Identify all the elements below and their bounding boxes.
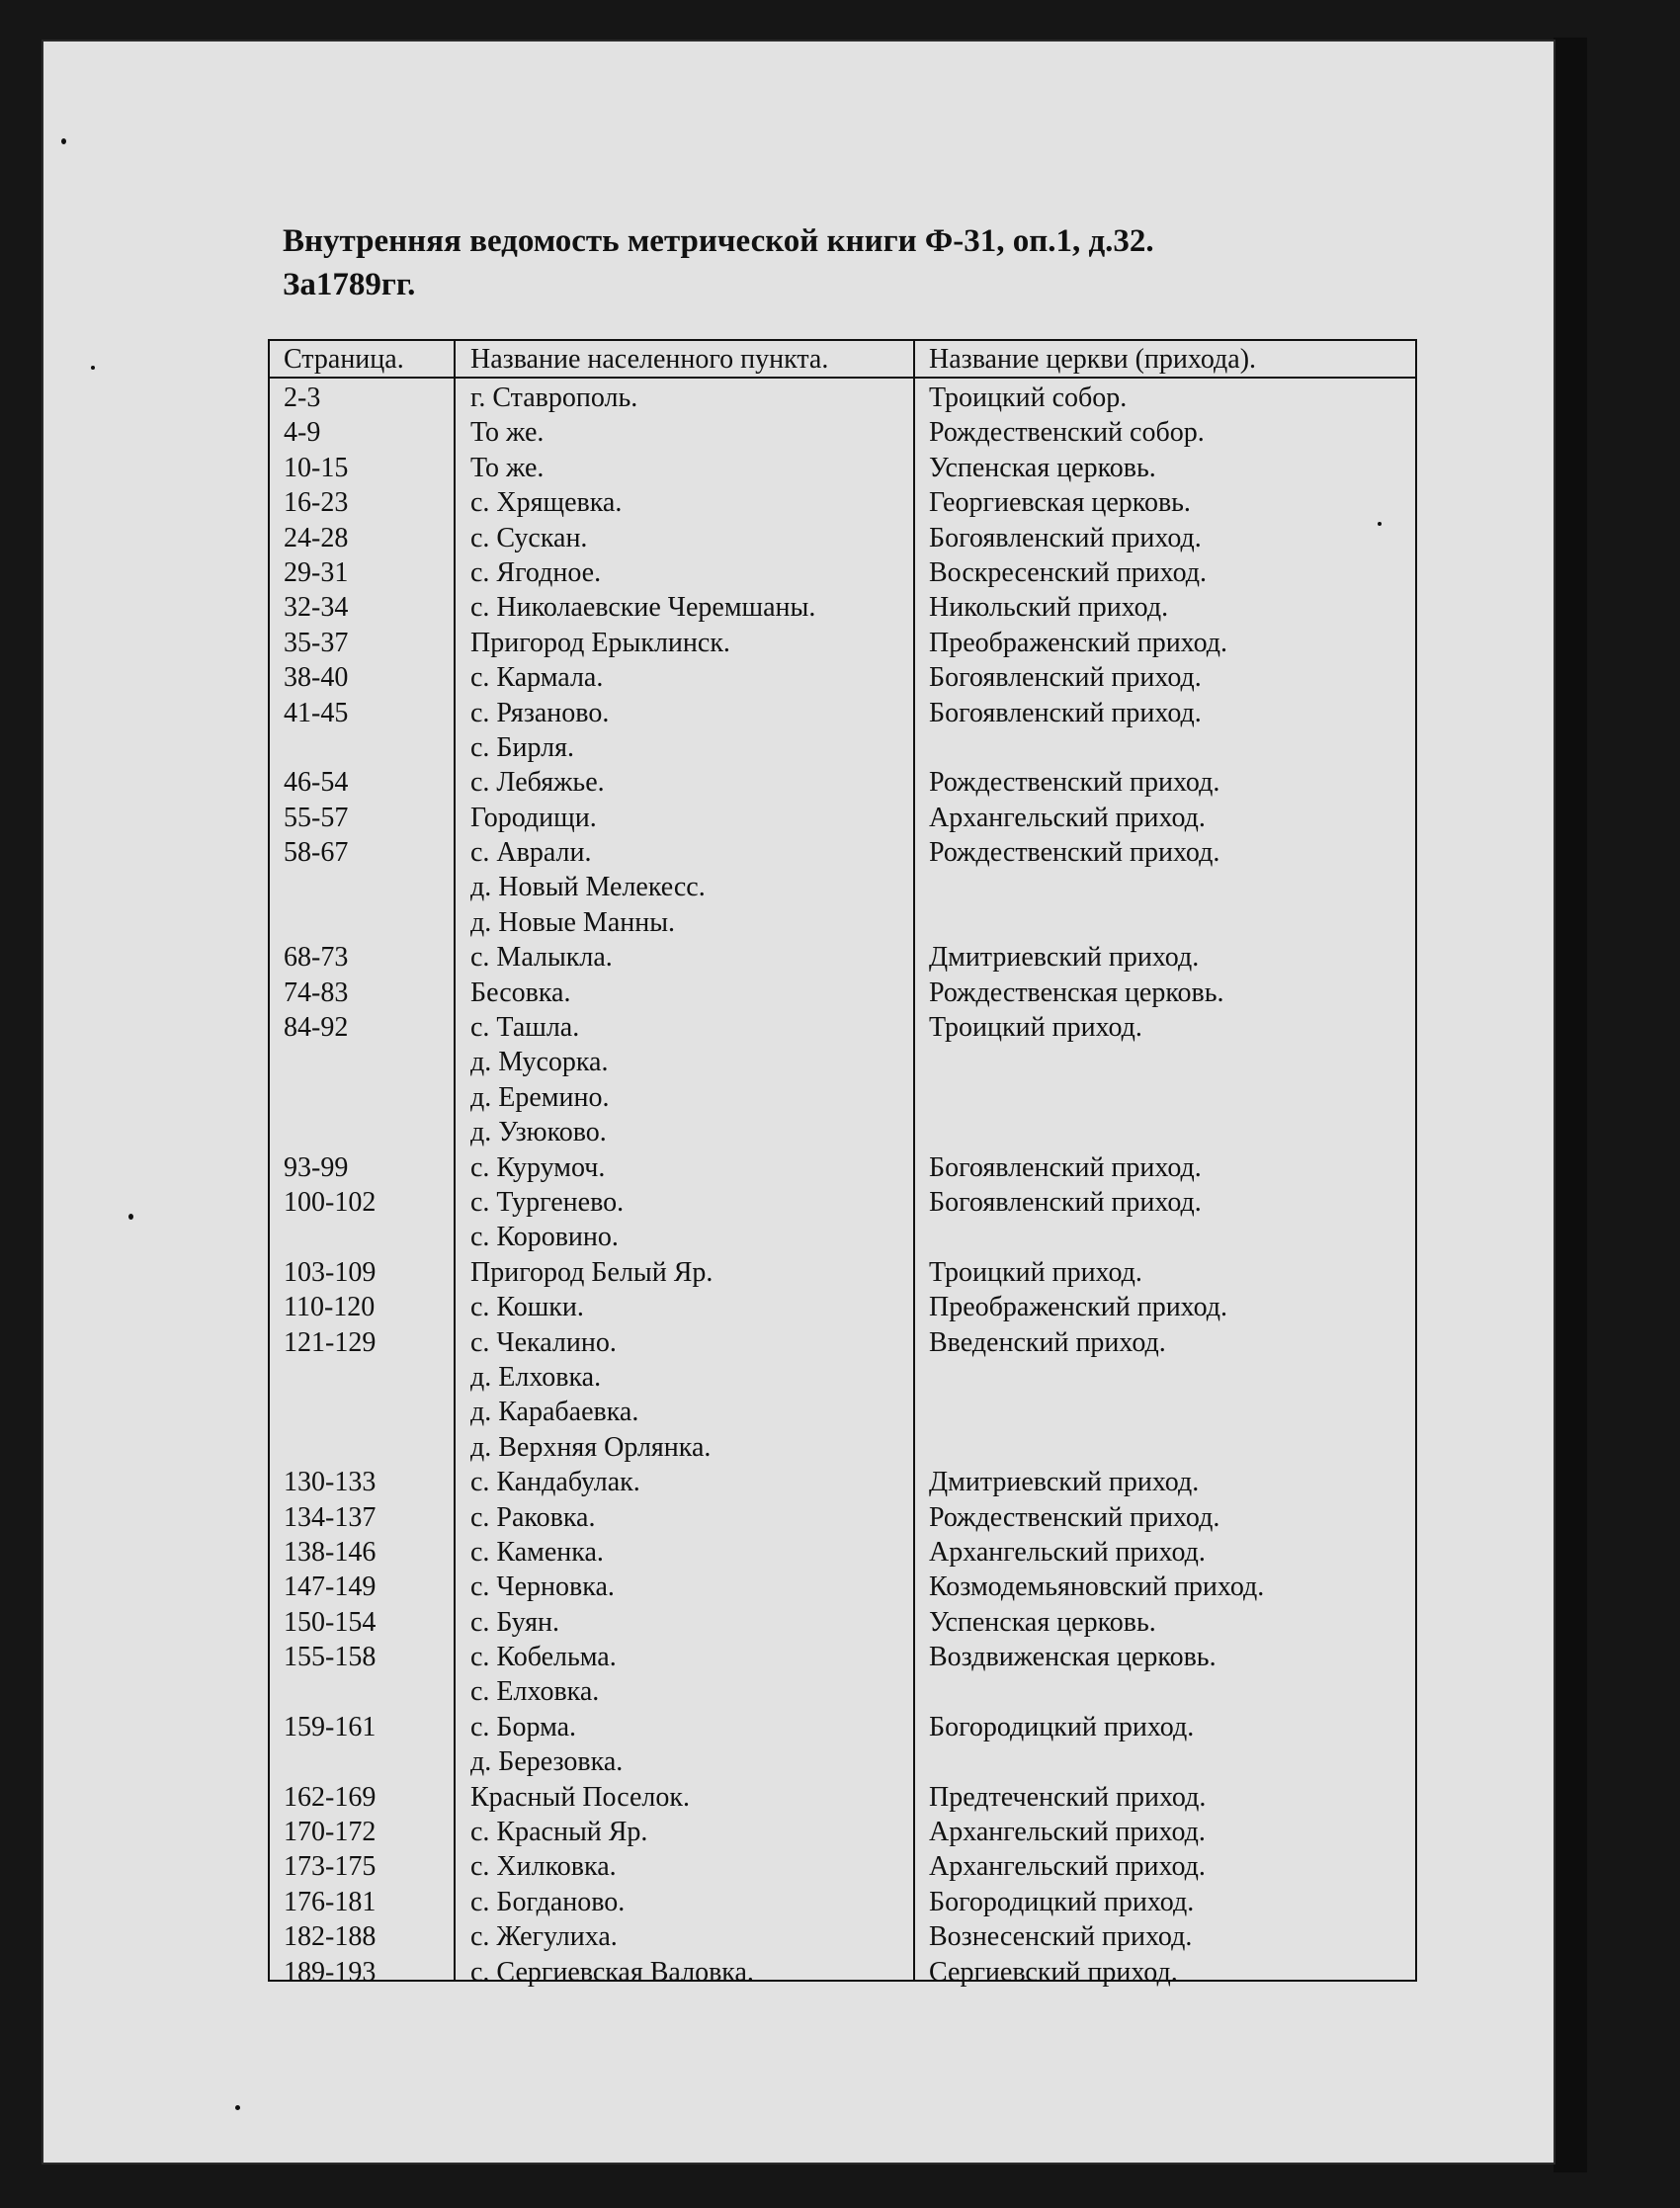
settlement-cell: с. Кандабулак. <box>470 1467 640 1498</box>
settlement-cell: с. Раковка. <box>470 1501 596 1533</box>
table-row <box>270 870 1415 904</box>
page-range-cell: 176-181 <box>284 1886 377 1917</box>
settlement-cell: с. Лебяжье. <box>470 767 605 799</box>
settlement-cell: с. Рязаново. <box>470 697 610 728</box>
church-cell: Дмитриевский приход. <box>929 942 1200 974</box>
page-range-cell: 103-109 <box>284 1256 377 1288</box>
page-range-cell: 46-54 <box>284 767 349 799</box>
church-cell: Введенский приход. <box>929 1326 1166 1358</box>
church-cell: Дмитриевский приход. <box>929 1467 1200 1498</box>
table-row <box>270 381 1415 415</box>
header-page: Страница. <box>284 344 404 375</box>
table-row <box>270 905 1415 940</box>
page-range-cell: 16-23 <box>284 487 349 519</box>
church-cell: Богородицкий приход. <box>929 1711 1195 1742</box>
header-settlement: Название населенного пункта. <box>470 344 829 375</box>
table-row <box>270 801 1415 835</box>
settlement-cell: Пригород Белый Яр. <box>470 1256 714 1288</box>
page-range-cell: 24-28 <box>284 522 349 553</box>
settlement-cell: Бесовка. <box>470 977 571 1008</box>
page-range-cell: 138-146 <box>284 1536 377 1568</box>
page-range-cell: 162-169 <box>284 1781 377 1813</box>
table-row <box>270 1570 1415 1604</box>
table-row <box>270 415 1415 450</box>
church-cell: Богоявленский приход. <box>929 662 1202 694</box>
settlement-cell: д. Узюково. <box>470 1117 607 1148</box>
table-row <box>270 1080 1415 1115</box>
settlement-cell: д. Мусорка. <box>470 1047 609 1078</box>
page-range-cell: 55-57 <box>284 802 349 833</box>
settlement-cell: д. Карабаевка. <box>470 1397 639 1428</box>
church-cell: Богоявленский приход. <box>929 697 1202 728</box>
page-range-cell: 10-15 <box>284 452 349 483</box>
church-cell: Успенская церковь. <box>929 452 1156 483</box>
church-cell: Архангельский приход. <box>929 802 1206 833</box>
table-row <box>270 1045 1415 1079</box>
page-range-cell: 182-188 <box>284 1921 377 1953</box>
page-range-cell: 38-40 <box>284 662 349 694</box>
header-divider <box>270 377 1415 379</box>
table-row <box>270 1955 1415 1990</box>
speck <box>128 1214 133 1220</box>
settlement-cell: д. Березовка. <box>470 1746 624 1778</box>
settlement-cell: с. Коровино. <box>470 1222 619 1253</box>
table-row <box>270 1815 1415 1849</box>
page-range-cell: 74-83 <box>284 977 349 1008</box>
church-cell: Воздвиженская церковь. <box>929 1642 1217 1673</box>
page-range-cell: 159-161 <box>284 1711 377 1742</box>
page-range-cell: 173-175 <box>284 1851 377 1883</box>
settlement-cell: с. Ташла. <box>470 1012 580 1044</box>
settlement-cell: с. Малыкла. <box>470 942 613 974</box>
table-row <box>270 1710 1415 1744</box>
church-cell: Предтеченский приход. <box>929 1781 1207 1813</box>
table-row <box>270 521 1415 555</box>
settlement-cell: с. Курумоч. <box>470 1151 606 1183</box>
table-row <box>270 1849 1415 1884</box>
speck <box>61 138 66 144</box>
register-table <box>268 339 1417 1988</box>
settlement-cell: с. Жегулиха. <box>470 1921 618 1953</box>
page-range-cell: 147-149 <box>284 1571 377 1603</box>
page-range-cell: 68-73 <box>284 942 349 974</box>
church-cell: Троицкий приход. <box>929 1012 1142 1044</box>
page-range-cell: 170-172 <box>284 1817 377 1848</box>
table-row <box>270 1885 1415 1919</box>
table-row <box>270 1360 1415 1395</box>
settlement-cell: с. Красный Яр. <box>470 1817 648 1848</box>
page-range-cell: 130-133 <box>284 1467 377 1498</box>
church-cell: Троицкий приход. <box>929 1256 1142 1288</box>
page-range-cell: 134-137 <box>284 1501 377 1533</box>
table-row <box>270 1185 1415 1220</box>
settlement-cell: Городищи. <box>470 802 597 833</box>
church-cell: Рождественский собор. <box>929 417 1205 449</box>
table-row <box>270 940 1415 975</box>
table-row <box>270 1535 1415 1570</box>
table-row <box>270 976 1415 1010</box>
table-row <box>270 1919 1415 1954</box>
page-range-cell: 84-92 <box>284 1012 349 1044</box>
settlement-cell: с. Кобельма. <box>470 1642 617 1673</box>
church-cell: Архангельский приход. <box>929 1817 1206 1848</box>
settlement-cell: с. Каменка. <box>470 1536 604 1568</box>
table-body <box>270 381 1415 1990</box>
settlement-cell: с. Елховка. <box>470 1676 600 1708</box>
settlement-cell: с. Кармала. <box>470 662 604 694</box>
table-row <box>270 1255 1415 1290</box>
church-cell: Вознесенский приход. <box>929 1921 1193 1953</box>
church-cell: Богоявленский приход. <box>929 1186 1202 1218</box>
settlement-cell: с. Буян. <box>470 1606 559 1638</box>
church-cell: Рождественский приход. <box>929 767 1220 799</box>
header-church: Название церкви (прихода). <box>929 344 1257 375</box>
church-cell: Богородицкий приход. <box>929 1886 1195 1917</box>
settlement-cell: с. Чекалино. <box>470 1326 617 1358</box>
table-row <box>270 1430 1415 1465</box>
table-row <box>270 1325 1415 1360</box>
table-row <box>270 1674 1415 1709</box>
page-range-cell: 100-102 <box>284 1186 377 1218</box>
settlement-cell: с. Кошки. <box>470 1292 584 1323</box>
table-row <box>270 660 1415 695</box>
settlement-cell: с. Ягодное. <box>470 556 602 588</box>
settlement-cell: Красный Поселок. <box>470 1781 691 1813</box>
church-cell: Преображенский приход. <box>929 627 1228 658</box>
table-row <box>270 1500 1415 1535</box>
settlement-cell: с. Аврали. <box>470 837 592 869</box>
table-row <box>270 1780 1415 1815</box>
settlement-cell: д. Новые Манны. <box>470 906 676 938</box>
table-row <box>270 696 1415 730</box>
page-range-cell: 155-158 <box>284 1642 377 1673</box>
church-cell: Рождественский приход. <box>929 837 1220 869</box>
page-edge-shadow <box>1554 38 1587 2172</box>
church-cell: Сергиевский приход. <box>929 1956 1178 1988</box>
settlement-cell: с. Хрящевка. <box>470 487 623 519</box>
speck <box>91 366 95 370</box>
church-cell: Богоявленский приход. <box>929 522 1202 553</box>
table-row <box>270 1220 1415 1254</box>
table-row <box>270 1640 1415 1674</box>
table-row <box>270 451 1415 485</box>
settlement-cell: д. Верхняя Орлянка. <box>470 1431 712 1463</box>
settlement-cell: с. Черновка. <box>470 1571 615 1603</box>
settlement-cell: с. Бирля. <box>470 731 574 763</box>
church-cell: Рождественский приход. <box>929 1501 1220 1533</box>
table-row <box>270 1395 1415 1429</box>
settlement-cell: с. Сергиевская Валовка. <box>470 1956 754 1988</box>
church-cell: Козмодемьяновский приход. <box>929 1571 1265 1603</box>
settlement-cell: с. Богданово. <box>470 1886 626 1917</box>
title-line-1: Внутренняя ведомость метрической книги Ф-31, оп.1, д.32. <box>283 223 1154 259</box>
table-row <box>270 590 1415 625</box>
settlement-cell: То же. <box>470 417 545 449</box>
page-range-cell: 93-99 <box>284 1151 349 1183</box>
settlement-cell: г. Ставрополь. <box>470 382 638 413</box>
page-range-cell: 41-45 <box>284 697 349 728</box>
table-row <box>270 1744 1415 1779</box>
page-range-cell: 121-129 <box>284 1326 377 1358</box>
church-cell: Троицкий собор. <box>929 382 1128 413</box>
table-row <box>270 1010 1415 1045</box>
table-row <box>270 626 1415 660</box>
settlement-cell: д. Еремино. <box>470 1081 610 1113</box>
church-cell: Преображенский приход. <box>929 1292 1228 1323</box>
speck <box>235 2105 240 2110</box>
page-range-cell: 29-31 <box>284 556 349 588</box>
table-row <box>270 835 1415 870</box>
table-row <box>270 1290 1415 1324</box>
church-cell: Воскресенский приход. <box>929 556 1208 588</box>
church-cell: Богоявленский приход. <box>929 1151 1202 1183</box>
page-range-cell: 58-67 <box>284 837 349 869</box>
settlement-cell: То же. <box>470 452 545 483</box>
table-row <box>270 1605 1415 1640</box>
table-row <box>270 765 1415 800</box>
table-row <box>270 485 1415 520</box>
settlement-cell: с. Борма. <box>470 1711 577 1742</box>
settlement-cell: с. Сускан. <box>470 522 588 553</box>
page-range-cell: 4-9 <box>284 417 321 449</box>
page-range-cell: 110-120 <box>284 1292 376 1323</box>
table-row <box>270 1150 1415 1185</box>
table-row <box>270 1465 1415 1499</box>
title-line-2: За1789гг. <box>283 267 416 302</box>
document-title <box>283 219 1370 306</box>
church-cell: Никольский приход. <box>929 592 1169 624</box>
page-range-cell: 150-154 <box>284 1606 377 1638</box>
settlement-cell: с. Тургенево. <box>470 1186 625 1218</box>
table-row <box>270 1115 1415 1149</box>
settlement-cell: д. Новый Мелекесс. <box>470 872 706 903</box>
table-row <box>270 555 1415 590</box>
page-range-cell: 32-34 <box>284 592 349 624</box>
settlement-cell: с. Николаевские Черемшаны. <box>470 592 816 624</box>
church-cell: Архангельский приход. <box>929 1536 1206 1568</box>
church-cell: Архангельский приход. <box>929 1851 1206 1883</box>
page-range-cell: 2-3 <box>284 382 321 413</box>
settlement-cell: Пригород Ерыклинск. <box>470 627 730 658</box>
settlement-cell: с. Хилковка. <box>470 1851 617 1883</box>
page-range-cell: 189-193 <box>284 1956 377 1988</box>
table-row <box>270 730 1415 765</box>
church-cell: Успенская церковь. <box>929 1606 1156 1638</box>
settlement-cell: д. Елховка. <box>470 1361 602 1393</box>
church-cell: Рождественская церковь. <box>929 977 1224 1008</box>
church-cell: Георгиевская церковь. <box>929 487 1191 519</box>
page-range-cell: 35-37 <box>284 627 349 658</box>
